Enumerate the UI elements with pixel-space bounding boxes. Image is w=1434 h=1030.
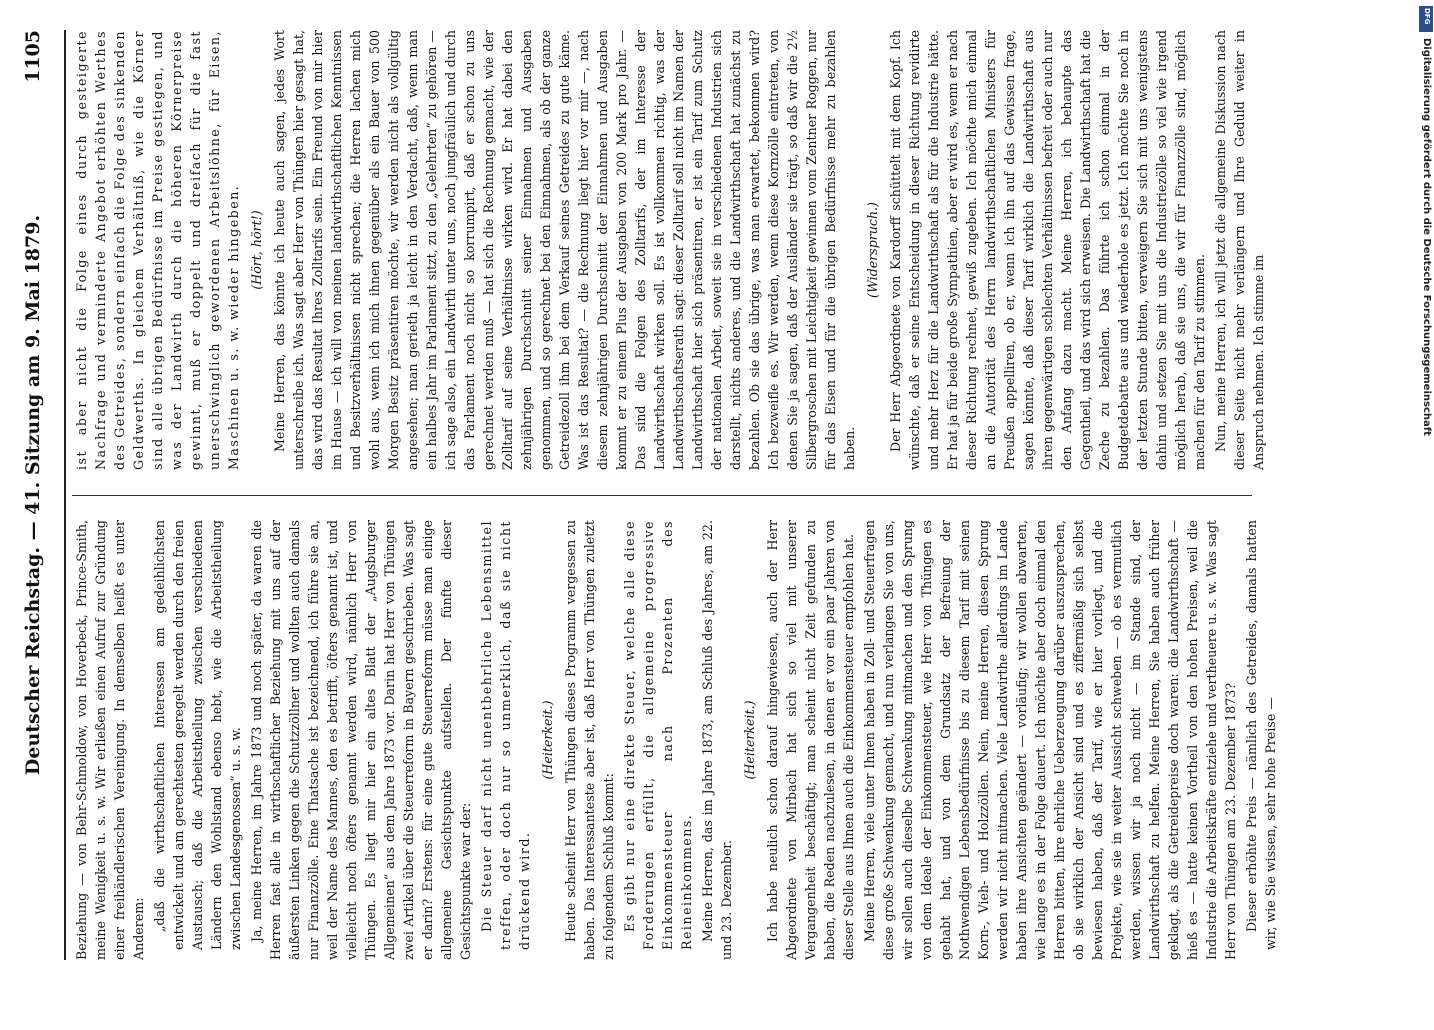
left-paragraph: Meine Herren, das im Jahre 1873, am Schluß des Jahres, am 22. und 23. Dezember. — [700, 520, 734, 960]
header-page-number: 1105 — [22, 30, 44, 83]
left-interjection: (Heiterkeit.) — [742, 700, 757, 780]
right-interjection: (Hört, hört!) — [249, 210, 264, 290]
right-paragraph: Meine Herren, das könnte ich heute auch sagen, jedes Wort unterschreibe ich. Was sagt aber Herr von Thüngen hier gesagt hat, das wird das Resultat Ihres Zolltarifs sein. Ein Freund von mir hier im Hause — ich will von meinen landwirthschaftlichen Kenntnissen und Besitzverhältnissen nicht sprechen; die Herren lachen mich wohl aus, wenn ich mich ihnen gegenüber als ein Bauer von 500 Morgen Besitz präsentiren möchte, wir werden nicht als vollgültig angesehen; man gerieth ja leicht in den Verdacht, daß, wenn man ein halbes Jahr im Parlament sitzt, zu den „Gelehrten“ zu gehören — ich sage also, ein Landwirth unter uns, noch jungfräulich und durch das Parlament noch nicht so korrumpirt, daß er schon zu uns gerechnet werden muß — hat sich die Rechnung gemacht, wie der Zolltarif auf seine Verhältnisse wirken wird. Er hat dabei den zehnjährigen Durchschnitt seiner Einnahmen und Ausgaben genommen, und so gerechnet bei den Einnahmen, als ob der ganze Getreidezoll ihm bei dem Verkauf seines Getreides zu gute käme. Was ist das Resultat? — die Rechnung liegt hier vor mir —, nach diesem zehnjährigen Durchschnitt der Einnahmen und Ausgaben kommt er zu einem Plus der Ausgaben von 200 Mark pro Jahr. — Das sind die Folgen des Zolltarifs, der im Interesse der Landwirthschaft wirken soll. Es ist vollkommen richtig, was der Landwirthschaftserath sagt: dieser Zolltarif soll nicht im Namen der Landwirthschaft hier sich präsentiren, er ist ein Tarif zum Schutz der nationalen Arbeit, soweit sie in verschiedenen Industrien sich darstellt, nichts anderes, und die Landwirthschaft hat zunächst zu bezahlen. Ob sie das übrige, was man erwartet, bekommen wird? Ich bezweifle es. Wir werden, wenn diese Kornzölle eintreten, von denen Sie ja sagen, daß der Ausländer sie trägt, so daß wir die 2½ Silbergroschen mit Leichtigkeit gewinnen vom Zentner Roggen, nur für das Eisen und für die übrigen Bedürfnisse mehr zu bezahlen haben. — [272, 30, 857, 470]
left-quote: Es gibt nur eine direkte Steuer, welche alle diese Forderungen erfüllt, die allgemeine progressive Einkommensteuer nach Prozenten des Reineinkommens. — [622, 520, 694, 950]
right-paragraph: Der Herr Abgeordnete von Kardorff schüttelt mit dem Kopf. Ich wünschte, daß er seine Entscheidung in dieser Richtung revidirte und mehr Herz für die Landwirthschaft als für die Industrie hätte. Er hat ja für beide große Sympathien, aber er wird es, wenn er nach dieser Richtung rechnet, gewiß zugeben. Ich möchte mich einmal an die Autorität des Herrn landwirthschaftlichen Ministers für Preußen appelliren, ob er, wenn ich ihn auf das Gewissen frage, sagen könnte, daß dieser Tarif wirklich die Landwirthschaft aus ihren gegenwärtigen schlechten Verhältnissen befreit oder auch nur den Anfang dazu macht. Meine Herren, ich behaupte das Gegentheil, und das wird sich erweisen. Die Landwirthschaft hat die Zeche zu bezahlen. Das führte ich schon einmal in der Budgetdebatte aus und wiederhole es jetzt. Ich möchte Sie noch in der letzten Stunde bitten, verweigern Sie sich mit uns wenigstens dahin und setzen Sie mit uns die Industriezölle so viel wie irgend möglich herab, daß sie uns, die wir für Finanzzölle sind, möglich machen für den Tarif zu stimmen. — [888, 30, 1207, 470]
left-interjection: (Heiterkeit.) — [540, 700, 555, 780]
digitization-note-text: Digitalisierung gefördert durch die Deutsche Forschungsgemeinschaft — [1421, 38, 1432, 436]
left-column — [72, 520, 1278, 960]
right-paragraph: ist aber nicht die Folge eines durch gesteigerte Nachfrage und verminderte Angebot erhöhten Werthes des Getreides, sondern einfach die Folge des sinkenden Geldwerths. In gleichem Verhältniß, wie die Körner sind alle übrigen Bedürfnisse im Preise gestiegen, und was der Landwirth durch die höheren Körnerpreise gewinnt, muß er doppelt und dreifach für die fast unerschwinglich gewordenen Arbeitslöhne, für Eisen, Maschinen u. s. w. wieder hingeben. — [74, 30, 241, 470]
left-paragraph: Beziehung — von Behr-Schmoldow, von Hoverbeck, Prince-Smith, meine Wenigkeit u. s. w. Wir erließen einen Aufruf zur Gründung einer freihändlerischen Vereinigung. In demselben heißt es unter Anderem: — [74, 520, 146, 960]
left-paragraph: Ja, meine Herren, im Jahre 1873 und noch später, da waren die Herren fast alle in wirthschaftlicher Beziehung mit uns auf der äußersten Linken gegen die Schutzzöllner und wollten auch damals nur Finanzzölle. Eine Thatsache ist bezeichnend, ich führe sie an, weil der Name des Mannes, den es betrifft, öfters genannt ist, und vielleicht noch öfters genannt werden wird, nämlich Herr von Thüngen. Es liegt mir hier ein altes Blatt der „Augsburger Allgemeinen“ aus dem Jahre 1873 vor. Darin hat Herr von Thüngen zwei Artikel über die Steuerreform in Bayern geschrieben. Was sagt er darin? Erstens: für eine gute Steuerreform müsse man einige allgemeine Gesichtspunkte aufstellen. Der fünfte dieser Gesichtspunkte war der: — [249, 520, 473, 960]
right-column — [72, 30, 1272, 470]
left-paragraph: Heute scheint Herr von Thüngen dieses Programm vergessen zu haben. Das Interessanteste aber ist, daß Herr von Thüngen zuletzt zu folgendem Schluß kommt: — [563, 520, 616, 960]
right-interjection: (Widerspruch.) — [865, 202, 880, 298]
page-header — [14, 30, 54, 960]
dfg-logo: DFG — [1419, 6, 1433, 32]
left-paragraph: Meine Herren, viele unter Ihnen haben in Zoll- und Steuerfragen diese große Schwenkung gemacht, und nun verlangen Sie von uns, wir sollen auch dieselbe Schwenkung mitmachen und den Sprung von dem Ideale der Einkommensteuer, wie Herr von Thüngen es gehabt hat, und von dem Grundsatz der Befreiung der Nothwendigen Lebensbedürfnisse bis zu diesem Tarif mit seinen Korn-, Vieh- und Holzzöllen. Nein, meine Herren, diesen Sprung werden wir nicht mitmachen. Viele Landwirthe allerdings im Lande haben ihre Ansichten geändert — vorläufig; wir wollen abwarten, wie lange es in der Folge dauert. Ich möchte aber doch einmal den Herren bitten, ihre ehrliche Ueberzeugung darüber auszusprechen, ob sie wirklich der Ansicht sind und es ziffermäßig sich selbst bewiesen haben, daß der Tarif, wie er hier vorliegt, und die Projekte, wie sie in weiter Aussicht schweben — ob es vermutlich werden, wissen wir ja noch nicht — im Stande sind, der Landwirthschaft zu helfen. Meine Herren, Sie haben auch früher geklagt, als die Getreidepreise doch waren: die Landwirthschaft — hieß es — hatte keinen Vortheil von den hohen Preisen, weil die Industrie die Arbeitskräfte entziehe und vertheuere u. s. w. Was sagt Herr von Thüngen am 23. Dezember 1873? — [862, 520, 1238, 960]
header-title: Deutscher Reichstag. — 41. Sitzung am 9. Mai 1879. — [22, 214, 44, 776]
left-quote: Die Steuer darf nicht unentbehrliche Lebensmittel treffen, oder doch nur so unmerklich, daß sie nicht drückend wird. — [479, 520, 532, 950]
right-paragraph: Nun, meine Herren, ich will jetzt die allgemeine Diskussion nach dieser Seite nicht mehr verlängern und Ihre Geduld weiter in Anspruch nehmen. Ich stimme im — [1213, 30, 1266, 470]
header-rule — [64, 30, 66, 960]
left-quote: Dieser erhöhte Preis — nämlich des Getreides, damals hatten wir, wie Sie wissen, sehr hohe Preise — — [1244, 520, 1278, 950]
column-divider — [72, 495, 1252, 496]
left-quote: „daß die wirthschaftlichen Interessen am gedeihlichsten entwickelt und am gerechtesten geregelt werden durch den freien Austausch; daß die Arbeitstheilung zwischen verschiedenen Ländern den Wohlstand ebenso hebt, wie die Arbeitstheilung zwischen Landesgenossen“ u. s. w. — [152, 520, 243, 950]
left-paragraph: Ich habe neulich schon darauf hingewiesen, auch der Herr Abgeordnete von Mirbach hat sich so viel mit unserer Vergangenheit beschäftigt; man scheint nicht Zeit gefunden zu haben, die Reden nachzulesen, in denen er vor ein paar Jahren von dieser Stelle aus Ihnen auch die Einkommensteuer empfohlen hat. — [765, 520, 856, 960]
digitization-note — [1418, 4, 1434, 996]
